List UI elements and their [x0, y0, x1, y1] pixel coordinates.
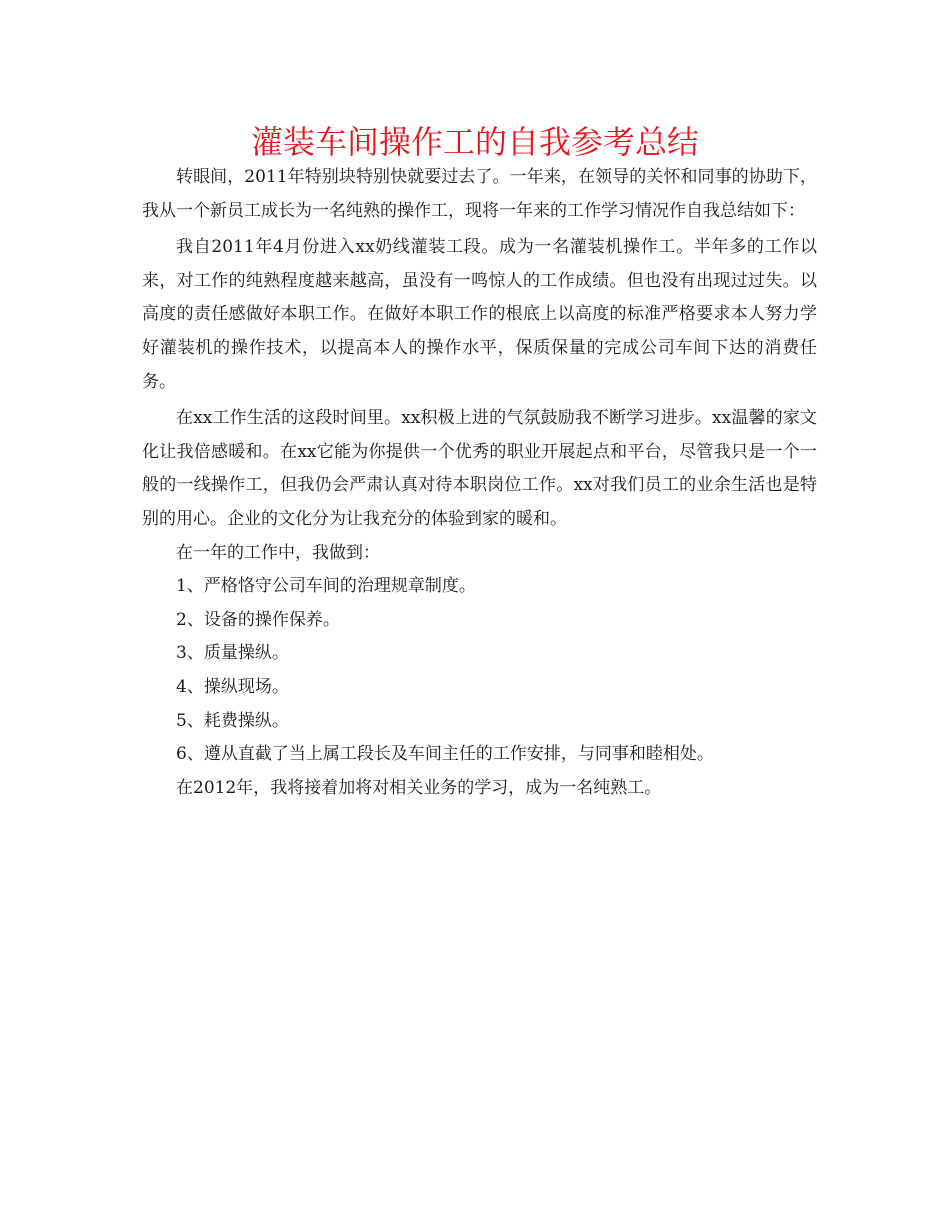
paragraph-company-culture: 在xx工作生活的这段时间里。xx积极上进的气氛鼓励我不断学习进步。xx温馨的家文化让我倍感暖和。在xx它能为你提供一个优秀的职业开展起点和平台，尽管我只是一个一般的一线操作工，但我仍会严肃认真对待本职岗位工作。xx对我们员工的业余生活也是特别的用心。企业的文化分为让我充分的体验到家的暖和。 — [142, 408, 817, 529]
list-item: 5、耗费操纵。 — [176, 710, 289, 731]
list-item: 6、遵从直截了当上属工段长及车间主任的工作安排，与同事和睦相处。 — [176, 744, 714, 765]
paragraph-work-experience: 我自2011年4月份进入xx奶线灌装工段。成为一名灌装机操作工。半年多的工作以来，对工作的纯熟程度越来越高，虽没有一鸣惊人的工作成绩。但也没有出现过过失。以高度的责任感做好本职工作。在做好本职工作的根底上以高度的标准严格要求本人努力学好灌装机的操作技术，以提高本人的操作水平，保质保量的完成公司车间下达的消费任务。 — [142, 237, 817, 392]
document-body — [142, 161, 817, 805]
document-title: 灌装车间操作工的自我参考总结 — [250, 123, 699, 161]
list-item: 1、严格恪守公司车间的治理规章制度。 — [176, 576, 476, 597]
list-item: 3、质量操纵。 — [176, 643, 289, 664]
closing-paragraph: 在2012年，我将接着加将对相关业务的学习，成为一名纯熟工。 — [176, 777, 662, 798]
list-intro: 在一年的工作中，我做到： — [176, 542, 380, 563]
list-item: 2、设备的操作保养。 — [176, 609, 340, 630]
list-item: 4、操纵现场。 — [176, 676, 289, 697]
paragraph-intro: 转眼间，2011年特别块特别快就要过去了。一年来，在领导的关怀和同事的协助下，我从一个新员工成长为一名纯熟的操作工，现将一年来的工作学习情况作自我总结如下： — [142, 167, 817, 221]
